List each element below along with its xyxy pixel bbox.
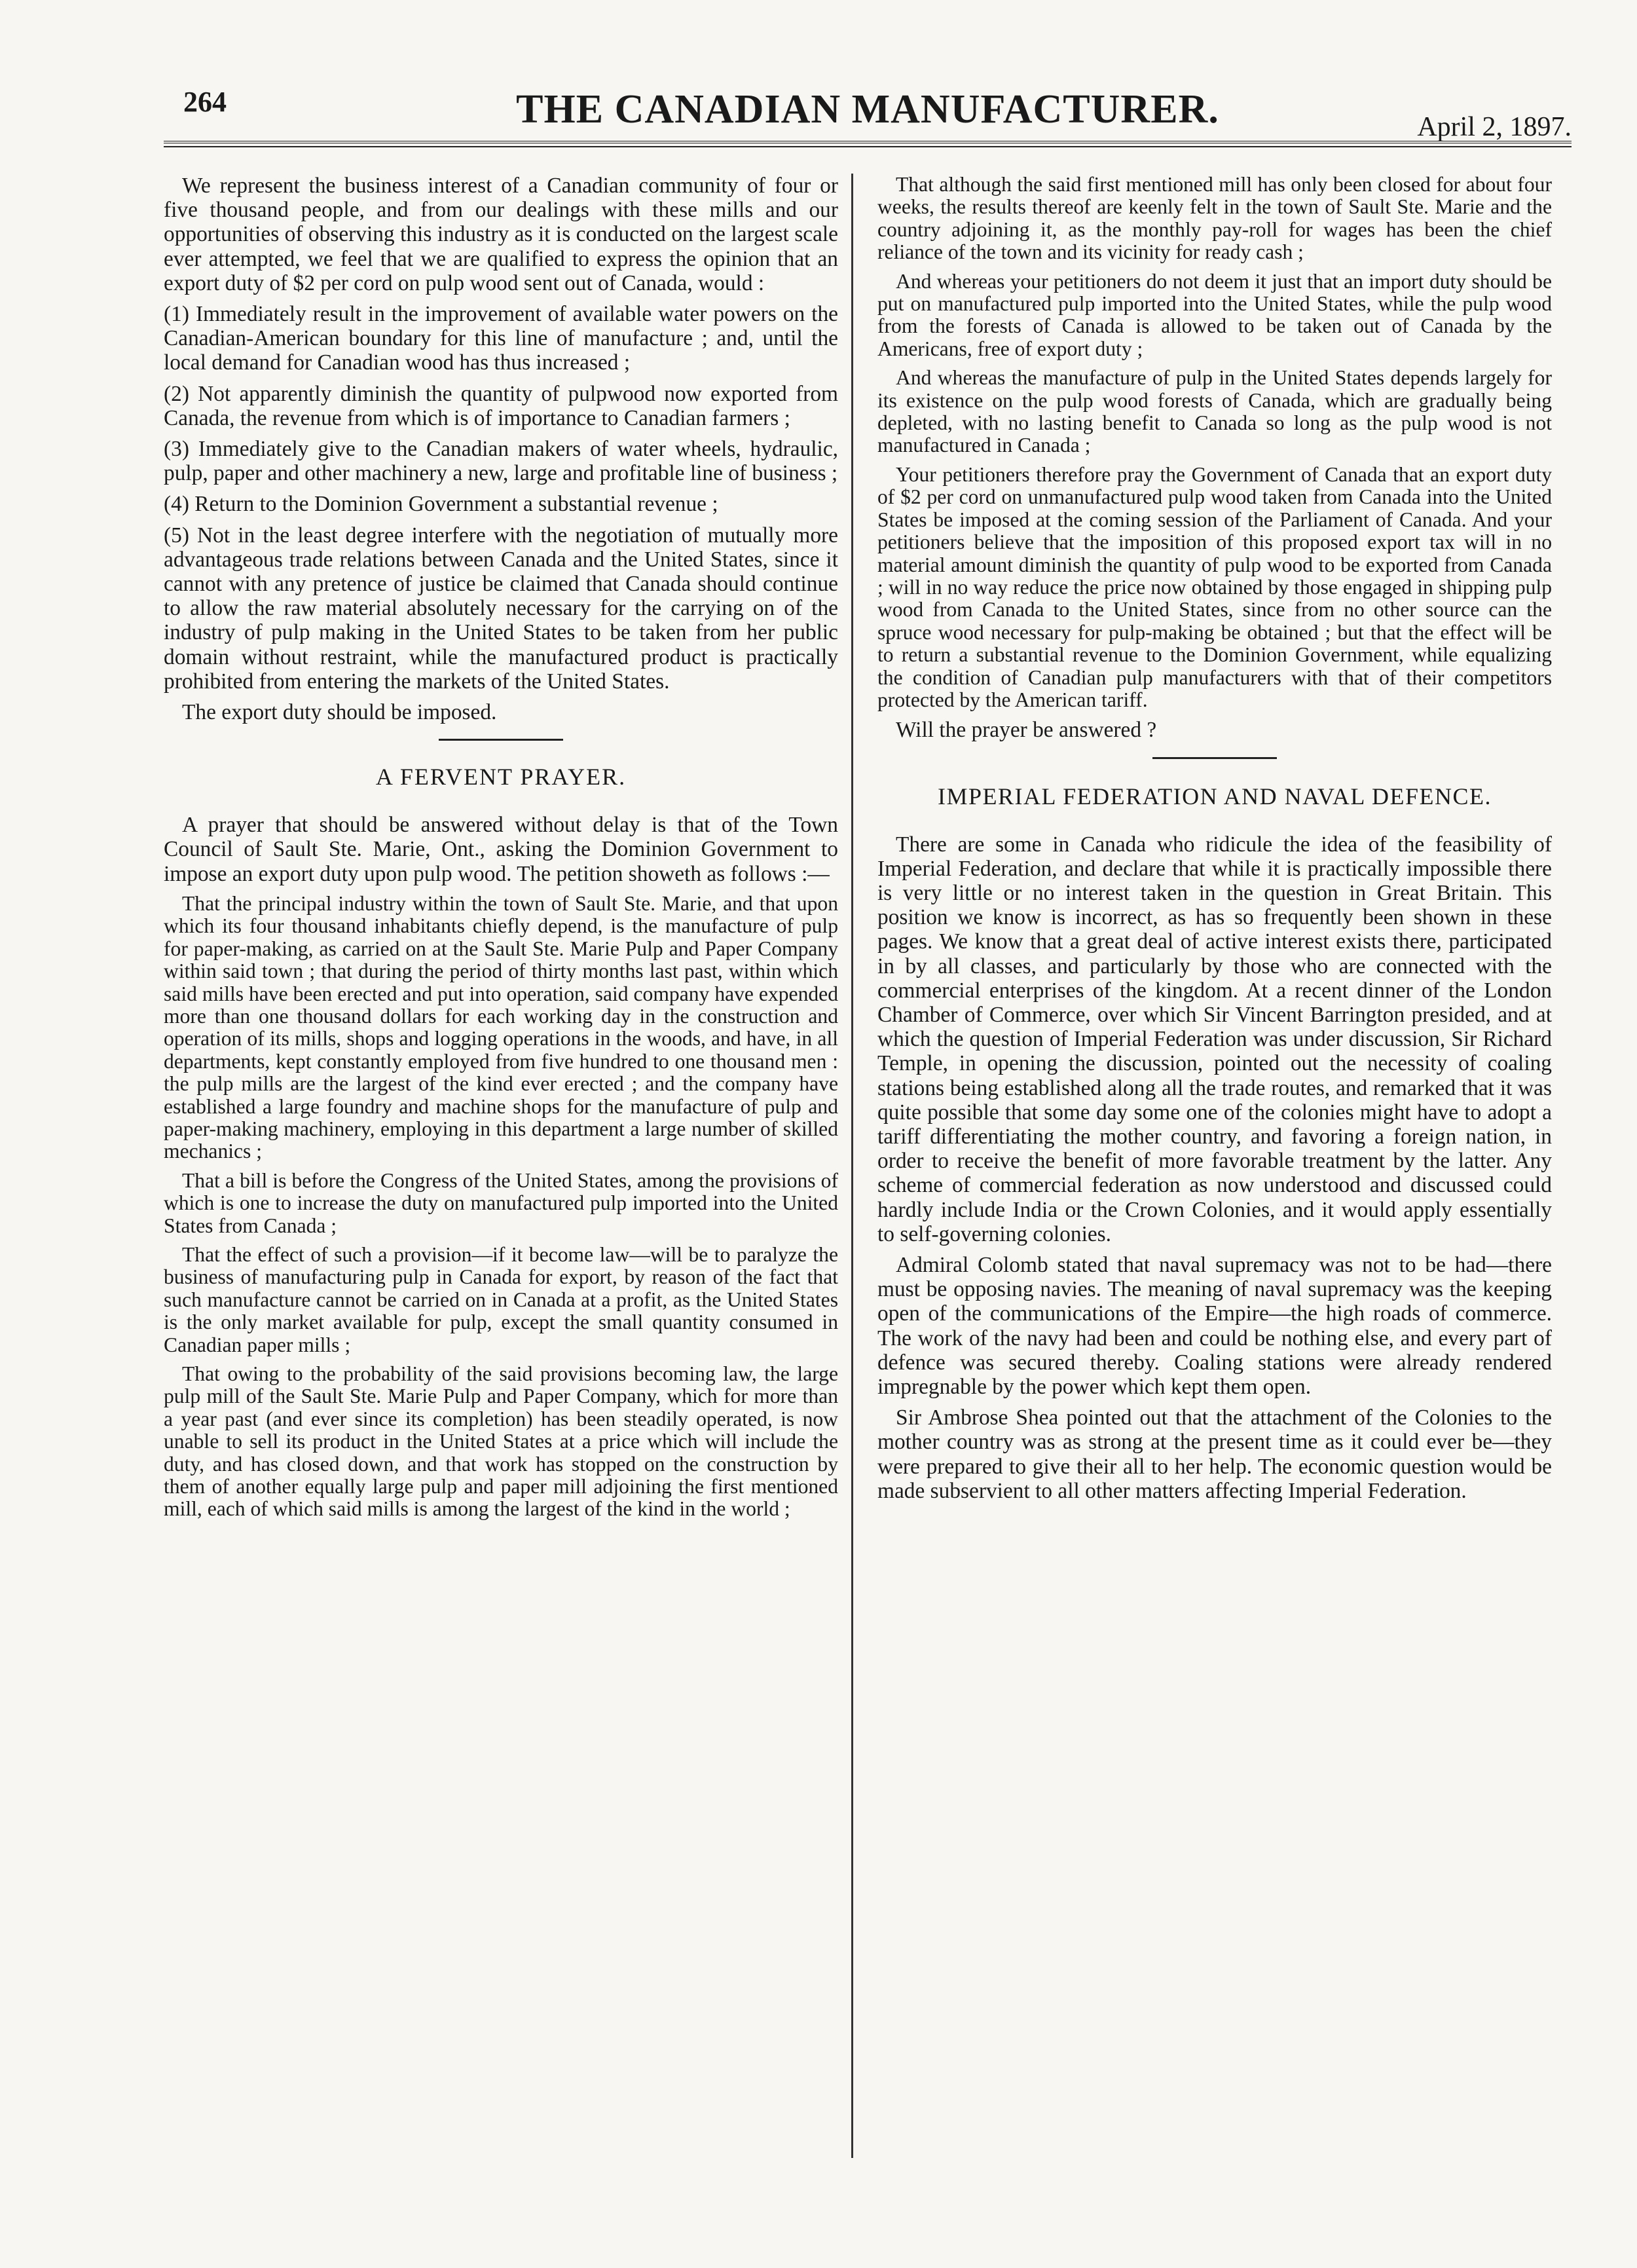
header-rule bbox=[164, 141, 1572, 147]
left-column bbox=[164, 174, 838, 1527]
right-column bbox=[877, 174, 1552, 1510]
petition-continued bbox=[877, 174, 1552, 711]
article-paragraph: Sir Ambrose Shea pointed out that the attachment of the Colonies to the mother country was as strong at the present time as it could ever be—they were prepared to give their all to her help. The economic question would be made subservient to all other matters affecting Imperial Federation. bbox=[877, 1405, 1552, 1503]
conclusion: The export duty should be imposed. bbox=[182, 700, 497, 725]
issue-date: April 2, 1897. bbox=[1417, 112, 1572, 142]
article-title-imperial-federation: IMPERIAL FEDERATION AND NAVAL DEFENCE. bbox=[937, 783, 1492, 809]
section-divider bbox=[439, 739, 563, 741]
petition-paragraph: Your petitioners therefore pray the Government of Canada that an export duty of $2 per cord on unmanufactured pulp wood taken from Canada into the United States be imposed at the coming session of the Parliament of Canada. And your petitioners believe that the imposition of this proposed export tax will in no material amount diminish the quantity of pulp wood to be exported from Canada ; will in no way reduce the price now obtained by those engaged in shipping pulp wood from Canada to the United States, since from no other source can the spruce wood necessary for pulp-making be obtained ; but that the effect will be to return a substantial revenue to the Dominion Government, while equalizing the condition of Canadian pulp manufacturers with that of their competitors protected by the American tariff. bbox=[877, 462, 1552, 711]
section-divider bbox=[1152, 757, 1277, 759]
page-header bbox=[164, 79, 1572, 151]
petition-paragraph: That although the said first mentioned mill has only been closed for about four weeks, the results thereof are keenly felt in the town of Sault Ste. Marie and the country adjoining it, as the monthly pay-roll for wages has been the chief reliance of the town and its vicinity for ready cash ; bbox=[877, 173, 1552, 264]
petition-text bbox=[164, 893, 838, 1521]
list-item: (2) Not apparently diminish the quantity of pulpwood now exported from Canada, the revenue from which is of importance to Canadian farmers ; bbox=[164, 381, 838, 430]
petition-paragraph: That the principal industry within the town of Sault Ste. Marie, and that upon which its four thousand inhabitants chiefly depend, is the manufacture of pulp for paper-making, as carried on at the Sault Ste. Marie Pulp and Paper Company within said town ; that during the period of thirty months last past, within which said mills have been erected and put into operation, said company have expended more than one thousand dollars for each working day in the construction and operation of its mills, shops and logging operations in the woods, and have, in all departments, kept constantly employed from five hundred to one thousand men : the pulp mills are the largest of the kind ever erected ; and the company have established a large foundry and machine shops for the manufacture of pulp and paper-making machinery, employing in this department a large number of skilled mechanics ; bbox=[164, 891, 838, 1163]
list-item: (1) Immediately result in the improvement of available water powers on the Canadian-American boundary for this line of manufacture ; and, until the local demand for Canadian wood has thus increased ; bbox=[164, 302, 838, 375]
petition-paragraph: That owing to the probability of the said provisions becoming law, the large pulp mill of the Sault Ste. Marie Pulp and Paper Company, which for more than a year past (and ever since its completion) has been steadily operated, is now unable to sell its product in the United States at a price which will include the duty, and has closed down, and that work has stopped on the construction by them of another equally large pulp and paper mill adjoining the first mentioned mill, each of which said mills is among the largest of the kind in the world ; bbox=[164, 1362, 838, 1521]
petition-paragraph: That the effect of such a provision—if it become law—will be to paralyze the business of manufacturing pulp in Canada for export, by reason of the fact that such manufacture cannot be carried on in Canada at a profit, as the United States is the only market available for pulp, except the small quantity consumed in Canadian paper mills ; bbox=[164, 1242, 838, 1356]
journal-title: THE CANADIAN MANUFACTURER. bbox=[516, 87, 1219, 132]
page-number: 264 bbox=[183, 86, 227, 118]
petition-paragraph: And whereas your petitioners do not deem it just that an import duty should be put on manufactured pulp imported into the United States, while the pulp wood from the forests of Canada is allowed to be taken out of Canada by the Americans, free of export duty ; bbox=[877, 269, 1552, 360]
article-paragraph: Admiral Colomb stated that naval supremacy was not to be had—there must be opposing navies. The meaning of naval supremacy was the keeping open of the communications of the Empire—the high roads of commerce. The work of the navy had been and could be nothing else, and every part of defence was secured thereby. Coaling stations were already rendered impregnable by the power which kept them open. bbox=[877, 1253, 1552, 1400]
article-intro: A prayer that should be answered without delay is that of the Town Council of Sault Ste. Marie, Ont., asking the Dominion Government to impose an export duty upon pulp wood. The petition showeth as follows :— bbox=[164, 813, 838, 886]
list-item: (5) Not in the least degree interfere with the negotiation of mutually more advantageous trade relations between Canada and the United States, since it cannot with any pretence of justice be claimed that Canada should continue to allow the raw material absolutely necessary for the carrying on of the industry of pulp making in the United States to be taken from her public domain without restraint, while the manufactured product is practically prohibited from entering the markets of the United States. bbox=[164, 523, 838, 694]
column-divider bbox=[851, 174, 853, 2158]
list-item: (3) Immediately give to the Canadian makers of water wheels, hydraulic, pulp, paper and other machinery a new, large and profitable line of business ; bbox=[164, 437, 838, 486]
petition-paragraph: And whereas the manufacture of pulp in the United States depends largely for its existence on the pulp wood forests of Canada, which are gradually being depleted, with no lasting benefit to Canada so long as the pulp wood is not manufactured in Canada ; bbox=[877, 366, 1552, 457]
intro-paragraph: We represent the business interest of a Canadian community of four or five thousand people, and from our dealings with these mills and our opportunities of observing this industry as it is conducted on the largest scale ever attempted, we feel that we are qualified to express the opinion that an export duty of $2 per cord on pulp wood sent out of Canada, would : bbox=[164, 174, 838, 295]
closing-question: Will the prayer be answered ? bbox=[896, 718, 1157, 743]
article-paragraph: There are some in Canada who ridicule the idea of the feasibility of Imperial Federation, and declare that while it is practically impossible there is very little or no interest taken in the question in Great Britain. This position we know is incorrect, as has so frequently been shown in these pages. We know that a great deal of active interest exists there, participated in by all classes, and particularly by those who are connected with the commercial enterprises of the kingdom. At a recent dinner of the London Chamber of Commerce, over which Sir Vincent Barrington presided, and at which the question of Imperial Federation was under discussion, Sir Richard Temple, in opening the discussion, pointed out the necessity of coaling stations being established along all the trade routes, and remarked that it was quite possible that some day some one of the colonies might have to adopt a tariff differentiating the mother country, and favoring a foreign nation, in order to receive the benefit of more favorable treatment by the latter. Any scheme of commercial federation as now understood and discussed could hardly include India or the Crown Colonies, and it would apply essentially to self-governing colonies. bbox=[877, 832, 1552, 1246]
article-title-fervent-prayer: A FERVENT PRAYER. bbox=[375, 764, 627, 790]
petition-paragraph: That a bill is before the Congress of the United States, among the provisions of which is one to increase the duty on manufactured pulp imported into the United States from Canada ; bbox=[164, 1168, 838, 1237]
list-item: (4) Return to the Dominion Government a substantial revenue ; bbox=[164, 492, 718, 517]
